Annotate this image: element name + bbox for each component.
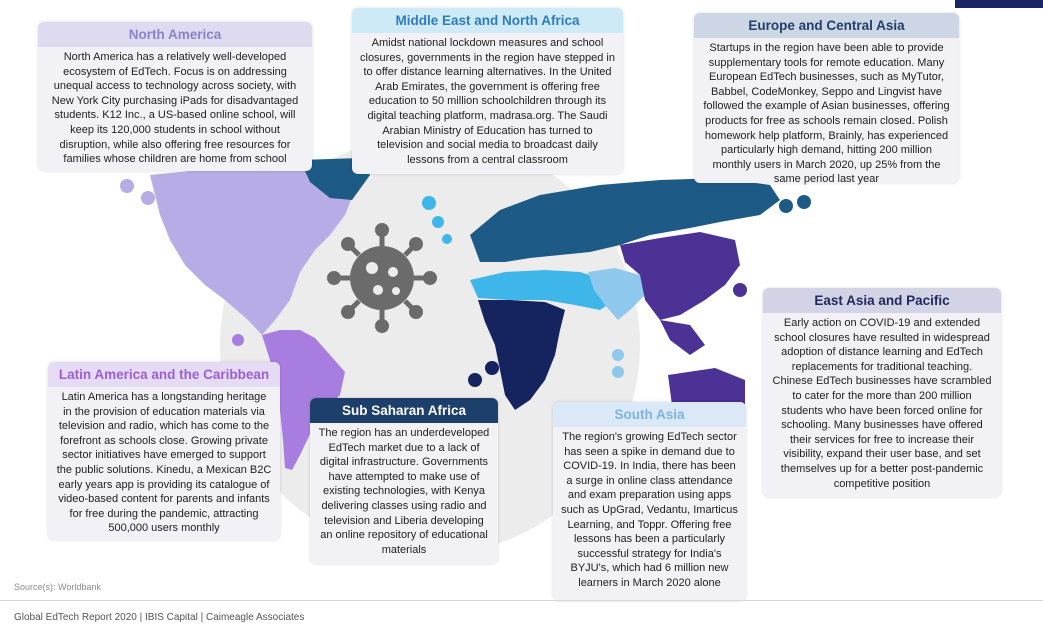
card-title: Latin America and the Caribbean	[48, 362, 280, 387]
footer-divider	[0, 600, 1043, 601]
footer-credit: Global EdTech Report 2020 | IBIS Capital | Caimeagle Associates	[14, 612, 305, 623]
card-title: Europe and Central Asia	[694, 13, 959, 38]
card-title: East Asia and Pacific	[763, 288, 1001, 313]
north-america-card	[38, 22, 312, 171]
source-note: Source(s): Worldbank	[14, 582, 101, 592]
card-title: Middle East and North Africa	[352, 8, 623, 33]
europe-central-asia-card	[694, 13, 959, 186]
coronavirus-icon	[327, 223, 437, 333]
card-body: Amidst national lockdown measures and school closures, governments in the region have stepped in to offer distance learning alternatives. In the United Arab Emirates, the government is offering free education to 50 million schoolchildren through its digital teaching platform, madrasa.org. The Saudi Arabian Ministry of Education has turned to television and social media to broadcast daily lessons from a central classroom	[360, 37, 615, 166]
card-body: Startups in the region have been able to provide supplementary tools for remote education. Many European EdTech businesses, such as MyTutor, Babbel, CodeMonkey, Seppo and Lingvist have followed the example of Asian businesses, offering products for free as schools remain closed. Polish homework help platform, Brainly, has experienced particularly high demand, hitting 200 million monthly users in March 2020, up 25% from the same period last year	[703, 42, 950, 186]
latin-america-card	[48, 362, 280, 540]
card-body: Early action on COVID-19 and extended school closures have resulted in widespread adoption of distance learning and EdTech replacements for traditional teaching. Chinese EdTech businesses have scrambled to cater for the more than 200 million students who have been forced online for schooling. Many businesses have offered their services for free to increase their visibility, expand their user base, and set themselves up for a better post-pandemic competitive position	[772, 317, 992, 490]
card-body: The region has an underdeveloped EdTech market due to a lack of digital infrastructure. Governments have attempted to make use of existing technologies, with Kenya delivering classes using radio and television and Liberia developing an online repository of educational materials	[318, 427, 490, 556]
south-asia-card	[553, 402, 746, 601]
card-body: The region's growing EdTech sector has seen a spike in demand due to COVID-19. In India, there has been a surge in online class attendance and exam preparation using apps such as UpGrad, Vedantu, Imarticus Learning, and Toppr. Offering free lessons has been a particularly successful strategy for India's BYJU's, which had 6 million new learners in March 2020 alone	[561, 431, 738, 589]
card-title: South Asia	[553, 402, 746, 427]
card-body: Latin America has a longstanding heritage in the provision of education materials via television and radio, which has come to the forefront as schools close. Growing private sector initiatives have emerged to support the public solutions. Kinedu, a Mexican B2C early years app is providing its catalogue of video-based content for parents and infants for free during the pandemic, attracting 500,000 users monthly	[56, 391, 272, 535]
east-asia-pacific-card	[763, 288, 1001, 497]
card-title: North America	[38, 22, 312, 47]
card-title: Sub Saharan Africa	[310, 398, 498, 423]
card-body: North America has a relatively well-developed ecosystem of EdTech. Focus is on addressing unequal access to technology across society, with New York City purchasing iPads for disadvantaged students. K12 Inc., a US-based online school, will keep its 120,000 students in school without disruption, while also offering free resources for families whose children are home from school	[51, 51, 299, 166]
sub-saharan-africa-card	[310, 398, 498, 564]
map-southeast-asia	[660, 320, 705, 355]
mena-card	[352, 8, 623, 174]
